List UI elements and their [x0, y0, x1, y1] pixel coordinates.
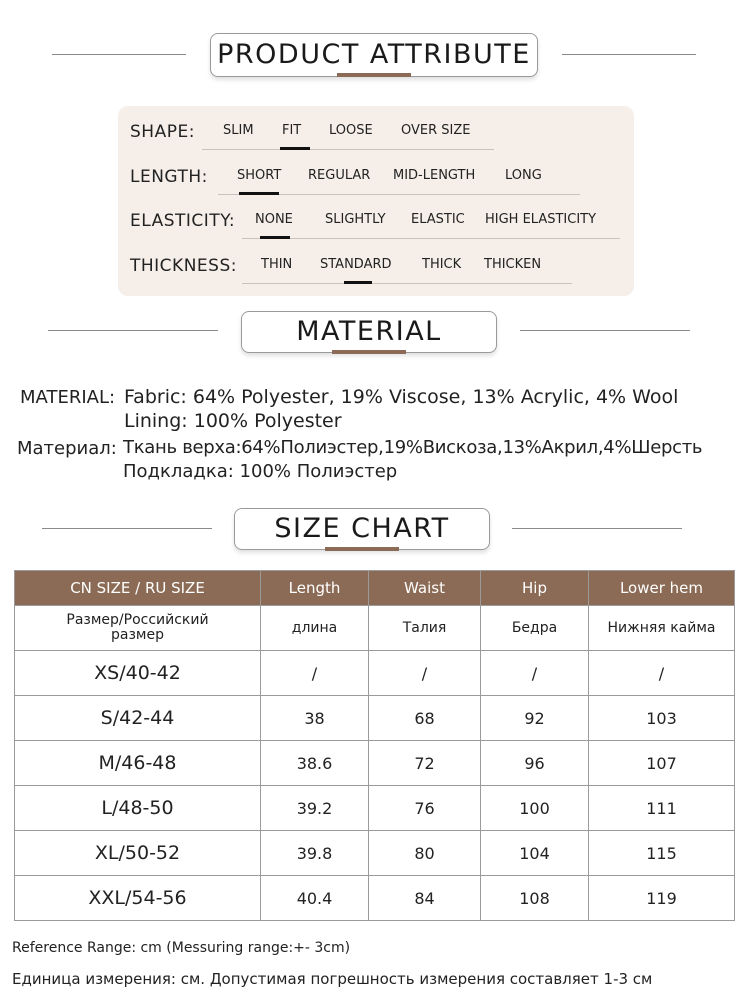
table-cell: 119: [589, 876, 735, 921]
column-subheader: Талия: [369, 606, 481, 651]
table-cell: 80: [369, 831, 481, 876]
divider-line: [562, 54, 696, 55]
table-cell: 38.6: [261, 741, 369, 786]
attribute-label: SHAPE:: [130, 122, 195, 142]
title-underline: [332, 350, 406, 354]
attribute-row-shape: [118, 118, 634, 154]
attribute-line: [242, 238, 620, 239]
attribute-label: THICKNESS:: [130, 256, 237, 276]
table-row: [15, 696, 735, 741]
option-selected: FIT: [282, 123, 302, 138]
size-chart-table: [14, 570, 735, 921]
table-cell: 104: [481, 831, 589, 876]
table-row: [15, 741, 735, 786]
material-fabric-ru: Ткань верха:64%Полиэстер,19%Вискоза,13%Акрил,4%Шерсть: [123, 437, 703, 458]
attribute-row-thickness: [118, 252, 634, 288]
selected-marker: [239, 192, 279, 195]
option: THIN: [261, 257, 293, 272]
reference-range-note: Reference Range: cm (Messuring range:+- 3cm): [12, 940, 351, 956]
option: OVER SIZE: [401, 123, 471, 138]
size-cell: M/46-48: [15, 741, 261, 786]
size-cell: L/48-50: [15, 786, 261, 831]
table-cell: 92: [481, 696, 589, 741]
column-header: CN SIZE / RU SIZE: [15, 571, 261, 606]
column-subheader: Бедра: [481, 606, 589, 651]
table-cell: 68: [369, 696, 481, 741]
section-header-attributes: [210, 33, 538, 77]
option: ELASTIC: [411, 212, 465, 227]
size-cell: XS/40-42: [15, 651, 261, 696]
section-title: MATERIAL: [296, 316, 442, 347]
table-cell: /: [589, 651, 735, 696]
table-cell: 108: [481, 876, 589, 921]
table-cell: 38: [261, 696, 369, 741]
divider-line: [512, 528, 682, 529]
section-header-size-chart: [234, 508, 490, 550]
size-cell: XL/50-52: [15, 831, 261, 876]
attribute-label: ELASTICITY:: [130, 211, 236, 231]
table-cell: 76: [369, 786, 481, 831]
table-cell: 72: [369, 741, 481, 786]
option: REGULAR: [308, 168, 371, 183]
attribute-line: [242, 283, 572, 284]
column-subheader: длина: [261, 606, 369, 651]
option: THICK: [422, 257, 462, 272]
table-cell: 107: [589, 741, 735, 786]
table-cell: 39.8: [261, 831, 369, 876]
title-underline: [337, 73, 411, 77]
attribute-panel: [118, 106, 634, 296]
option-selected: NONE: [255, 212, 293, 227]
attribute-line: [202, 149, 494, 150]
column-header: Hip: [481, 571, 589, 606]
section-header-material: [241, 311, 497, 353]
table-cell: /: [369, 651, 481, 696]
option: LONG: [505, 168, 542, 183]
table-subheader-row: [15, 606, 735, 651]
column-subheader: Нижняя кайма: [589, 606, 735, 651]
section-title: SIZE CHART: [274, 513, 450, 544]
selected-marker: [260, 236, 290, 239]
material-fabric-en: Fabric: 64% Polyester, 19% Viscose, 13% Acrylic, 4% Wool: [124, 386, 679, 408]
size-cell: XXL/54-56: [15, 876, 261, 921]
option: MID-LENGTH: [393, 168, 476, 183]
table-cell: 39.2: [261, 786, 369, 831]
section-title: PRODUCT ATTRIBUTE: [217, 39, 531, 70]
selected-marker: [344, 281, 372, 284]
table-row: [15, 876, 735, 921]
table-cell: /: [261, 651, 369, 696]
table-cell: 115: [589, 831, 735, 876]
material-label-ru: Материал:: [17, 438, 117, 459]
table-cell: 40.4: [261, 876, 369, 921]
column-header: Length: [261, 571, 369, 606]
divider-line: [48, 330, 218, 331]
selected-marker: [280, 147, 310, 150]
table-cell: 100: [481, 786, 589, 831]
table-header-row: [15, 571, 735, 606]
table-cell: /: [481, 651, 589, 696]
table-row: [15, 831, 735, 876]
attribute-row-length: [118, 163, 634, 199]
column-subheader: Размер/Российский размер: [15, 606, 261, 651]
option: THICKEN: [484, 257, 542, 272]
option-selected: SHORT: [237, 168, 282, 183]
size-cell: S/42-44: [15, 696, 261, 741]
table-cell: 111: [589, 786, 735, 831]
table-row: [15, 651, 735, 696]
divider-line: [42, 528, 212, 529]
option-selected: STANDARD: [320, 257, 392, 272]
attribute-label: LENGTH:: [130, 167, 208, 187]
divider-line: [520, 330, 690, 331]
table-cell: 84: [369, 876, 481, 921]
option: SLIM: [223, 123, 254, 138]
option: SLIGHTLY: [325, 212, 386, 227]
column-header: Lower hem: [589, 571, 735, 606]
divider-line: [52, 54, 186, 55]
material-label-en: MATERIAL:: [20, 387, 116, 408]
attribute-row-elasticity: [118, 207, 634, 243]
table-cell: 96: [481, 741, 589, 786]
measurement-note-ru: Единица измерения: см. Допустимая погрешность измерения составляет 1-3 см: [12, 970, 653, 988]
column-header: Waist: [369, 571, 481, 606]
option: HIGH ELASTICITY: [485, 212, 597, 227]
material-lining-ru: Подкладка: 100% Полиэстер: [123, 461, 398, 482]
title-underline: [325, 547, 399, 551]
option: LOOSE: [329, 123, 373, 138]
table-row: [15, 786, 735, 831]
material-lining-en: Lining: 100% Polyester: [124, 410, 342, 432]
table-cell: 103: [589, 696, 735, 741]
